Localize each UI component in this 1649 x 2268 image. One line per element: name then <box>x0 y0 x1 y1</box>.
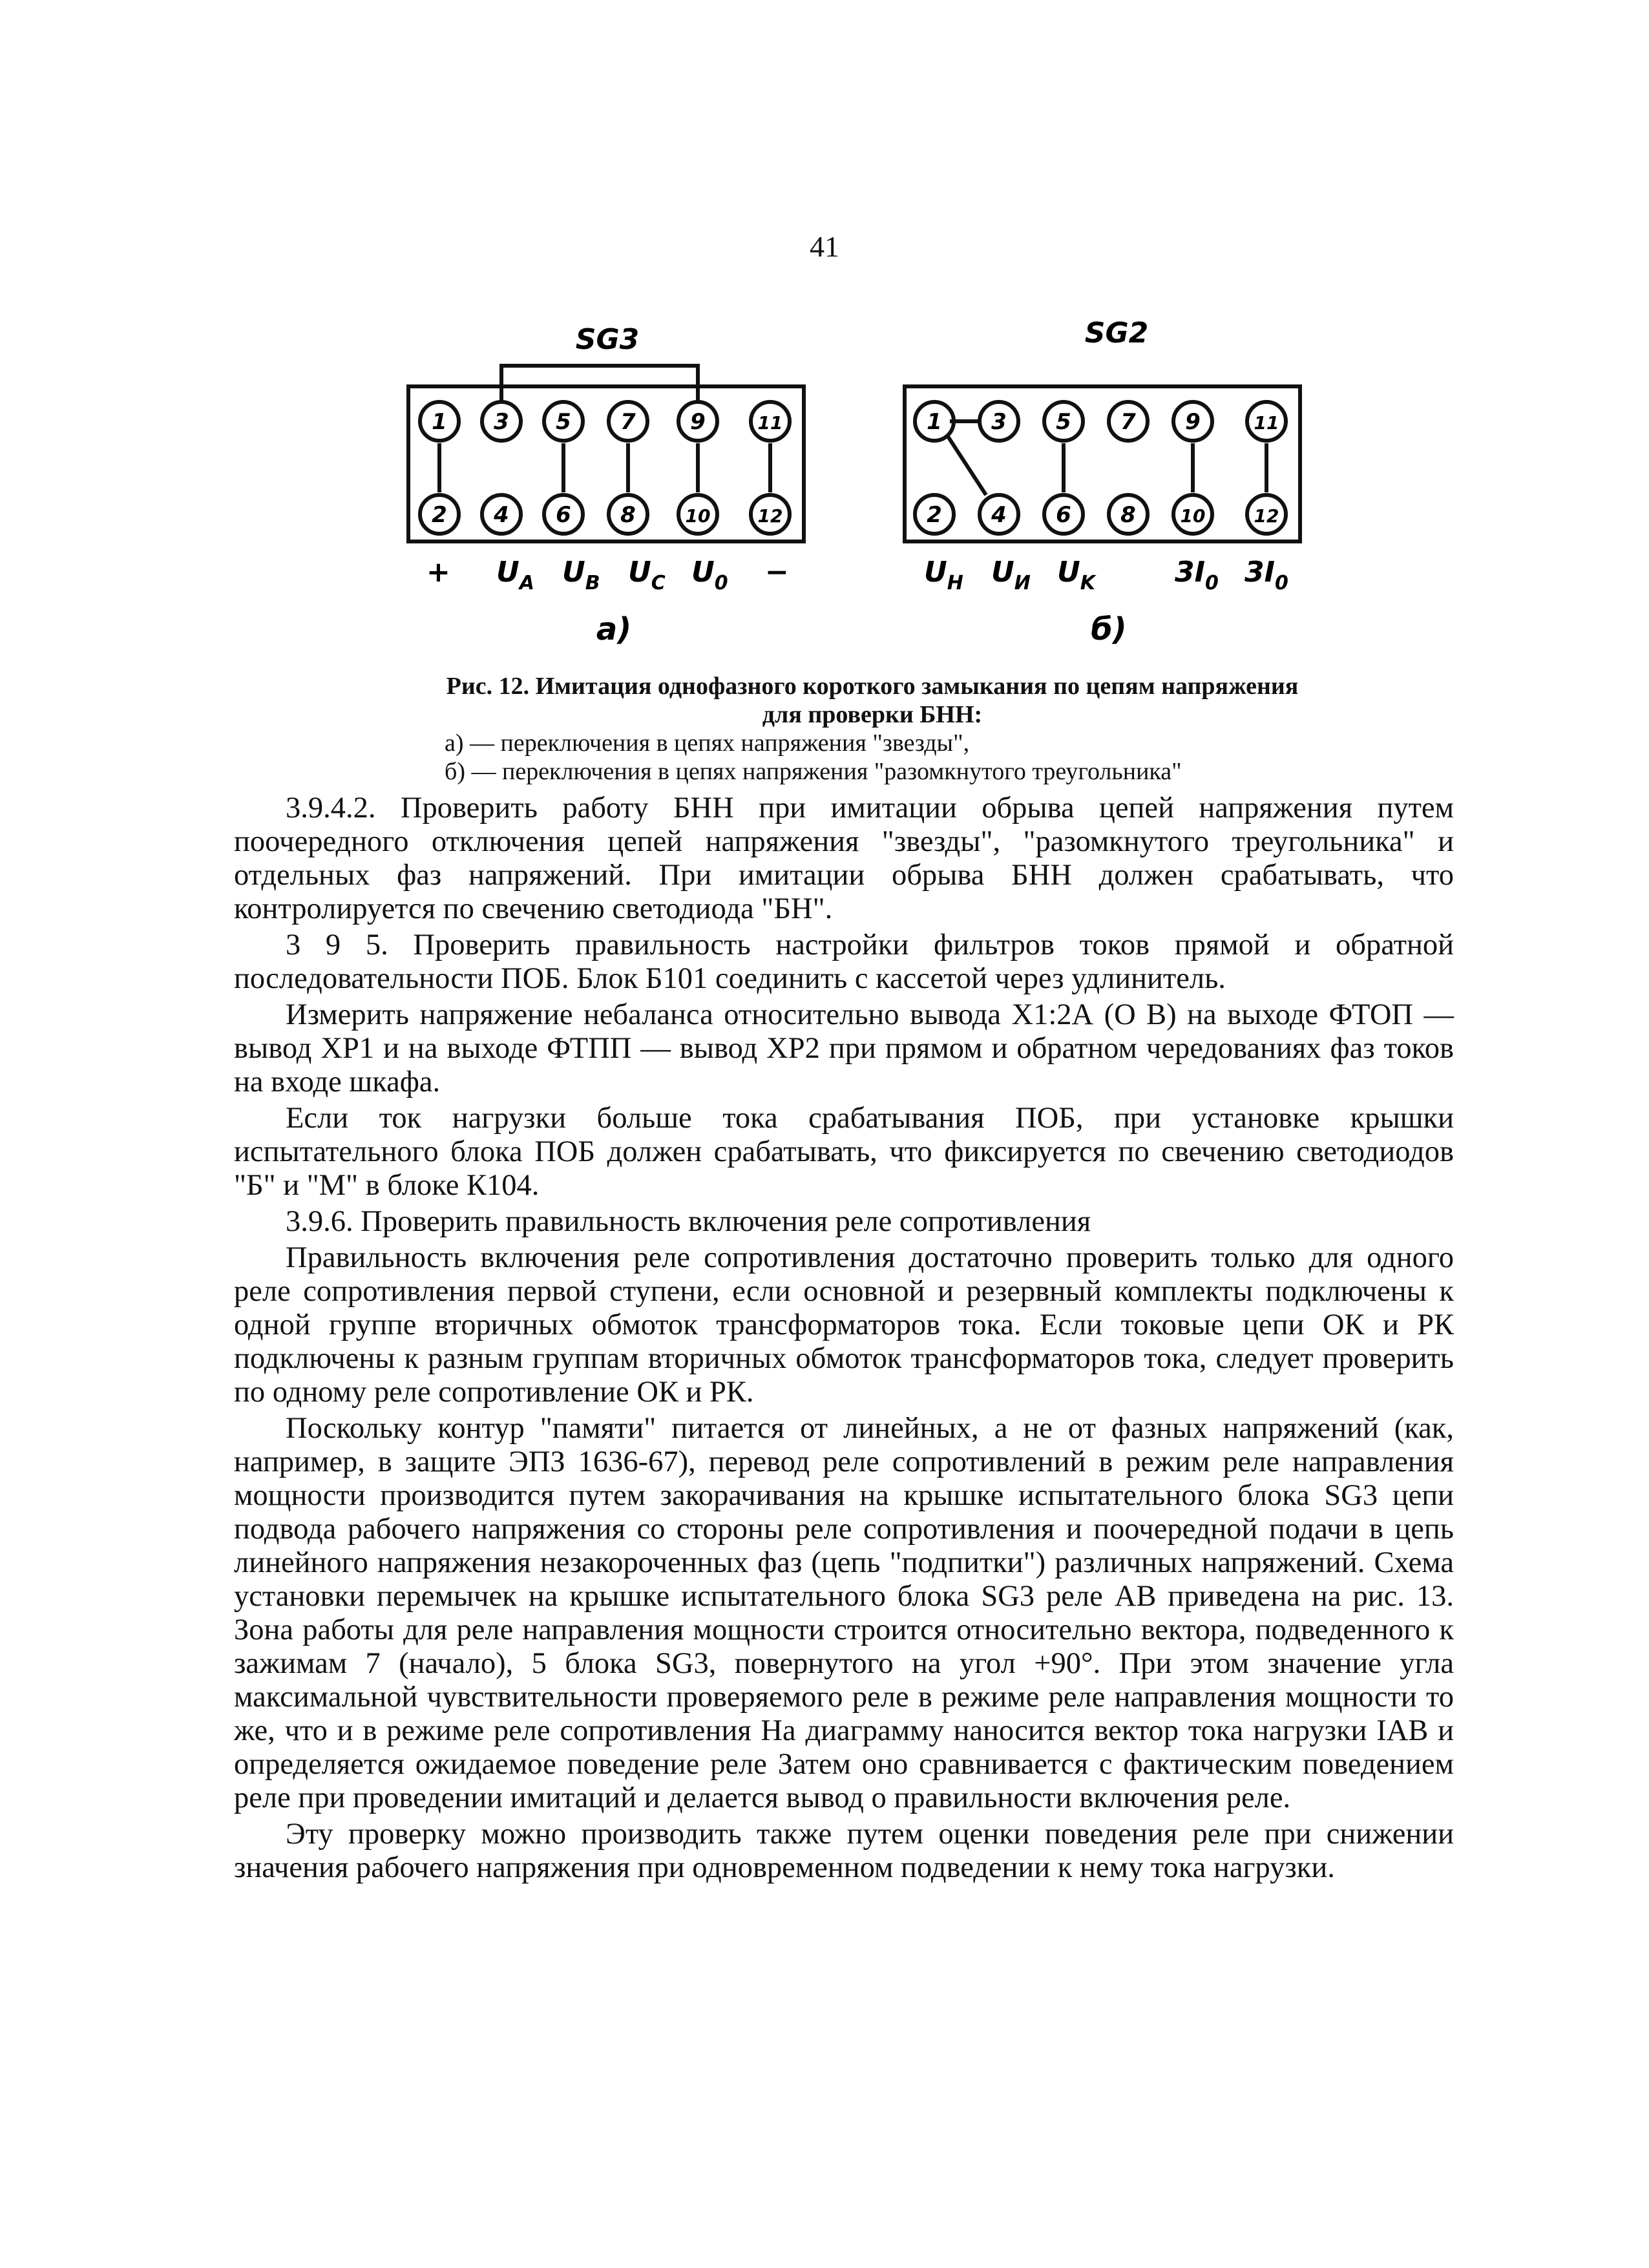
pin-number: 5 <box>1056 409 1071 435</box>
left-terminal-label: $U_A$ <box>496 556 534 594</box>
right-pin-6 <box>1044 495 1083 534</box>
figure-a-tag: a) <box>596 611 632 647</box>
sg2-block-label: SG2 <box>1084 317 1149 350</box>
sg3-block-label: SG3 <box>575 323 640 356</box>
pin-number: 7 <box>1120 409 1136 435</box>
pin-number: 10 <box>1180 505 1206 527</box>
pin-number: 1 <box>432 409 447 435</box>
caption-item-b: б) — переключения в цепях напряжения "разомкнутого треугольника" <box>445 758 1182 785</box>
figure-12 <box>0 0 1649 672</box>
pin-number: 12 <box>1254 505 1279 527</box>
paragraph-3-9-4-2: 3.9.4.2. Проверить работу БНН при имитации обрыва цепей напряжения путем поочередного отключения цепей напряжения "звезды", "разомкнутого треугольника" и отдельных фаз напряжений. При имитации обрыва БНН должен срабатывать, что контролируется по свечению светодиода "БН". <box>234 792 1454 925</box>
pin-number: 10 <box>685 505 711 527</box>
sg3-terminal-labels <box>426 556 789 594</box>
paragraph-3-9-6: 3.9.6. Проверить правильность включения реле сопротивления <box>286 1205 1091 1238</box>
left-pin-1 <box>420 402 459 441</box>
pin-number: 6 <box>556 502 571 528</box>
right-pin-3 <box>980 402 1018 441</box>
pin-number: 8 <box>620 502 636 528</box>
pin-number: 6 <box>1056 502 1071 528</box>
pin-number: 9 <box>1185 409 1201 435</box>
left-pin-12 <box>751 495 790 534</box>
left-pin-3 <box>482 402 521 441</box>
right-terminal-label: $U_И$ <box>991 556 1031 594</box>
connection-diagram <box>0 0 1649 672</box>
left-pin-2 <box>420 495 459 534</box>
pin-number: 4 <box>991 502 1007 528</box>
right-terminal-label: $U_H$ <box>924 556 963 594</box>
right-pin-5 <box>1044 402 1083 441</box>
right-pin-4 <box>980 495 1018 534</box>
figure-b-tag: б) <box>1091 611 1127 647</box>
sg2-link-1-4 <box>947 436 986 495</box>
right-pin-1 <box>915 402 954 441</box>
left-terminal-label: + <box>426 556 450 589</box>
paragraph-measure: Измерить напряжение небаланса относительно вывода X1:2А (О В) на выходе ФТОП — вывод ХР1 и на выходе ФТПП — вывод ХР2 при прямом и обратном чередованиях фаз токов на входе шкафа. <box>234 998 1454 1098</box>
pin-number: 5 <box>556 409 571 435</box>
left-terminal-label: − <box>765 556 789 589</box>
left-pin-10 <box>678 495 717 534</box>
pin-number: 9 <box>690 409 706 435</box>
right-pin-12 <box>1247 495 1286 534</box>
paragraph-3-9-5: 3 9 5. Проверить правильность настройки фильтров токов прямой и обратной последовательности ПОБ. Блок Б101 соединить с кассетой через удлинитель. <box>234 929 1454 995</box>
left-terminal-label: $U_0$ <box>691 556 728 594</box>
left-pin-8 <box>609 495 647 534</box>
pin-number: 11 <box>757 412 783 434</box>
left-terminal-label: $U_B$ <box>562 556 600 594</box>
right-pin-9 <box>1173 402 1212 441</box>
right-pin-7 <box>1109 402 1148 441</box>
pin-number: 1 <box>927 409 942 435</box>
right-terminal-label: $3I_0$ <box>1175 556 1219 594</box>
left-pin-6 <box>544 495 583 534</box>
left-pin-7 <box>609 402 647 441</box>
right-terminal-label: $3I_0$ <box>1245 556 1288 594</box>
pin-number: 3 <box>991 409 1007 435</box>
left-pin-5 <box>544 402 583 441</box>
pin-number: 8 <box>1120 502 1136 528</box>
paragraph-correctness: Правильность включения реле сопротивления достаточно проверить только для одного реле сопротивления первой ступени, если основной и резервный комплекты подключены к одной группе вторичных обмоток трансформаторов тока. Если токовые цепи ОК и РК подключены к разным группам вторичных обмоток трансформаторов тока, следует проверить по одному реле сопротивление ОК и РК. <box>234 1241 1454 1409</box>
pin-number: 7 <box>620 409 636 435</box>
caption-title-line-1: Рис. 12. Имитация однофазного короткого замыкания по цепям напряжения <box>446 673 1299 700</box>
body-text <box>234 792 1454 1885</box>
left-pin-9 <box>678 402 717 441</box>
sg3-jumper-3-9 <box>501 366 698 421</box>
pin-number: 3 <box>494 409 509 435</box>
pin-number: 11 <box>1254 412 1279 434</box>
figure-caption <box>349 672 1396 786</box>
pin-number: 4 <box>494 502 509 528</box>
right-pin-2 <box>915 495 954 534</box>
left-pin-11 <box>751 402 790 441</box>
right-pin-8 <box>1109 495 1148 534</box>
page-number: 41 <box>810 230 839 263</box>
left-terminal-label: $U_C$ <box>628 556 666 594</box>
paragraph-alternative-check: Эту проверку можно производить также путем оценки поведения реле при снижении значения рабочего напряжения при одновременном подведении к нему тока нагрузки. <box>234 1818 1454 1884</box>
right-terminal-label: $U_K$ <box>1057 556 1095 594</box>
paragraph-load-current: Если ток нагрузки больше тока срабатывания ПОБ, при установке крышки испытательного блока ПОБ должен срабатывать, что фиксируется по свечению светодиодов "Б" и "М" в блоке К104. <box>234 1102 1454 1202</box>
caption-item-a: а) — переключения в цепях напряжения "звезды", <box>445 730 970 757</box>
right-pin-10 <box>1173 495 1212 534</box>
sg3-pins <box>420 402 790 534</box>
right-pin-11 <box>1247 402 1286 441</box>
sg3-block-body <box>408 386 804 541</box>
caption-title-line-2: для проверки БНН: <box>762 701 983 728</box>
pin-number: 2 <box>927 502 942 528</box>
sg2-terminal-labels <box>924 556 1288 594</box>
left-pin-4 <box>482 495 521 534</box>
pin-number: 2 <box>432 502 447 528</box>
paragraph-memory-circuit: Поскольку контур "памяти" питается от линейных, а не от фазных напряжений (как, например, в защите ЭПЗ 1636-67), перевод реле сопротивлений в режим реле направления мощности производится путем закорачивания на крышке испытательного блока SG3 цепи подвода рабочего напряжения со стороны реле сопротивления и поочередной подачи в цепь линейного напряжения незакороченных фаз (цепь "подпитки") различных напряжений. Схема установки перемычек на крышке испытательного блока SG3 реле АВ приведена на рис. 13. Зона работы для реле направления мощности строится относительно вектора, подведенного к зажимам 7 (начало), 5 блока SG3, повернутого на угол +90°. При этом значение угла максимальной чувствительности проверяемого реле в режиме реле направления мощности то же, что и в режиме реле сопротивления На диаграмму наносится вектор тока нагрузки IАВ и определяется ожидаемое поведение реле Затем оно сравнивается с фактическим поведением реле при проведении имитаций и делается вывод о правильности включения реле. <box>234 1412 1454 1814</box>
pin-number: 12 <box>757 505 783 527</box>
